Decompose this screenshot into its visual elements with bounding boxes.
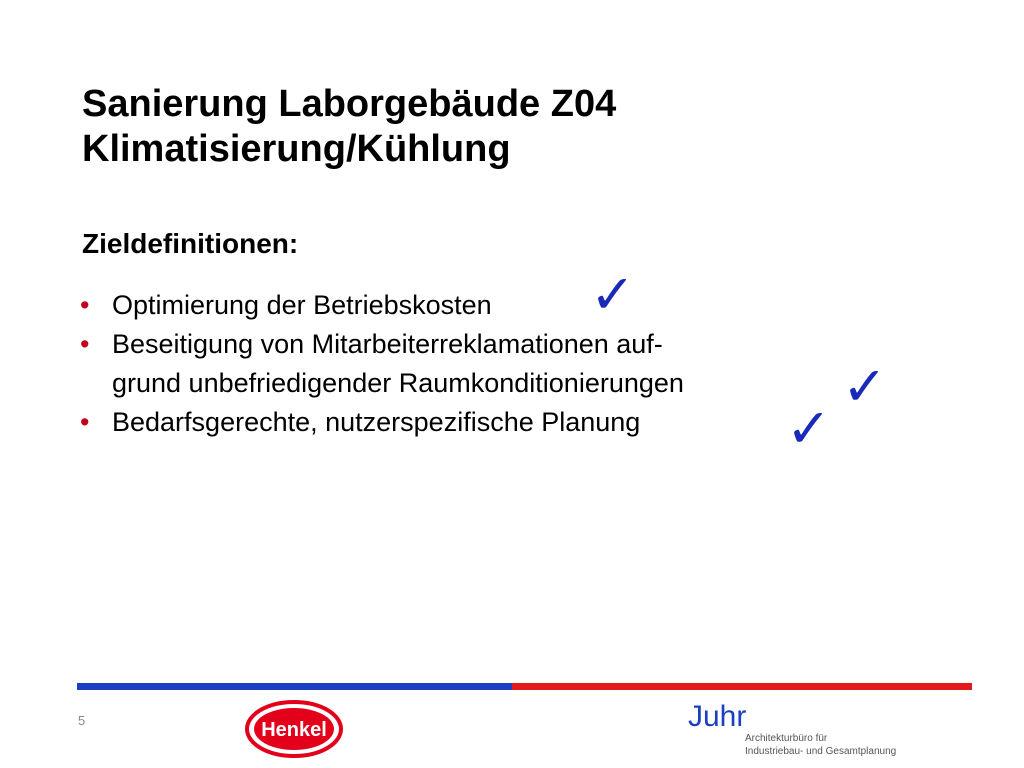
- page-number: 5: [78, 713, 86, 728]
- henkel-logo-text: Henkel: [261, 719, 327, 741]
- footer-divider-bar: [77, 683, 972, 690]
- company-tagline: [745, 732, 896, 758]
- divider-blue-segment: [77, 683, 512, 690]
- list-item-text: Optimierung der Betriebskosten: [112, 290, 492, 320]
- henkel-logo: [245, 700, 343, 758]
- company-tagline-line-1: Architekturbüro für: [745, 733, 828, 744]
- title-line-2: Klimatisierung/Kühlung: [82, 128, 511, 170]
- bullet-icon: •: [80, 329, 90, 359]
- company-logo-text: Juhr: [688, 700, 747, 733]
- section-heading: Zieldefinitionen:: [82, 228, 299, 259]
- list-item: [80, 403, 684, 442]
- checkmark-icon: ✓: [590, 263, 636, 326]
- list-item-text: Bedarfsgerechte, nutzerspezifische Planung: [112, 407, 641, 437]
- checkmark-icon: ✓: [842, 355, 888, 418]
- checkmark-icon: ✓: [786, 397, 832, 460]
- title-line-1: Sanierung Laborgebäude Z04: [82, 83, 617, 125]
- slide-title: [82, 82, 616, 172]
- company-tagline-line-2: Industriebau- und Gesamtplanung: [745, 746, 897, 757]
- list-item-text-line-1: Beseitigung von Mitarbeiterreklamationen auf-: [112, 329, 663, 359]
- divider-red-segment: [512, 683, 972, 690]
- bullet-icon: •: [80, 290, 90, 320]
- list-item-text-line-2: grund unbefriedigender Raumkonditionierungen: [112, 368, 684, 398]
- list-item: [80, 325, 684, 403]
- bullet-icon: •: [80, 407, 90, 437]
